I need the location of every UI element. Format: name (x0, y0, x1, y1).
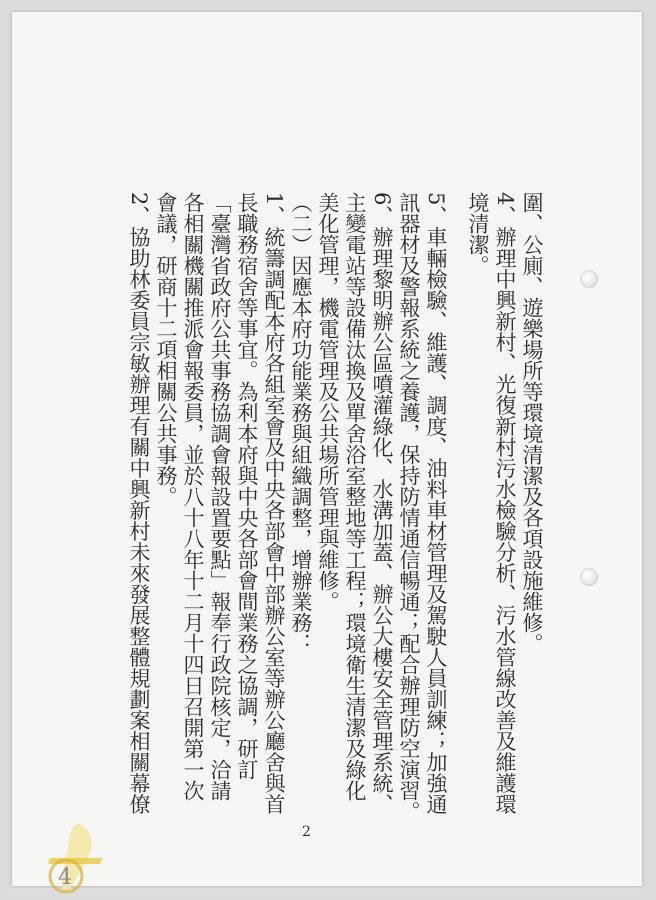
vertical-text-body (52, 192, 542, 832)
page-number: 2 (302, 824, 311, 840)
text-column-13: 「臺灣省政府公共事務協調會報設置要點」報奉行政院核定，洽請 (208, 192, 232, 801)
logo-number: 4 (58, 865, 72, 890)
text-column-7: 6、辦理黎明辦公區噴灌綠化、水溝加蓋、辦公大樓安全管理系統、 (370, 192, 394, 815)
text-column-5: 5、車輛檢驗、維護、調度、油料車材管理及駕駛人員訓練；加強通 (424, 192, 448, 815)
punch-hole-bottom (580, 568, 598, 586)
text-column-3: 境清潔。 (466, 192, 490, 276)
text-column-12: 長職務宿舍等事宜。為利本府與中央各部會間業務之協調，研訂 (235, 192, 259, 780)
text-column-11: 1、統籌調配本府各組室會及中央各部會中部辦公室等辦公廳舍與首 (262, 192, 286, 815)
text-column-15: 會議，研商十二項相關公共事務。 (154, 192, 178, 507)
text-column-8: 主變電站等設備汰換及單舍浴室整地等工程；環境衛生清潔及綠化 (343, 192, 367, 801)
text-column-spacer (449, 192, 461, 832)
text-column-1: 圍、公廁、遊樂場所等環境清潔及各項設施維修。 (520, 192, 544, 654)
text-column-14: 各相關機關推派會報委員，並於八十八年十二月十四日召開第一次 (181, 192, 205, 801)
text-column-2: 4、辦理中興新村、光復新村污水檢驗分析、污水管線改善及維護環 (493, 192, 517, 815)
text-column-6: 訊器材及警報系統之養護，保持防情通信暢通；配合辦理防空演習。 (397, 192, 421, 822)
text-column-10: （二）因應本府功能業務與組織調整，增辦業務： (289, 192, 313, 654)
text-column-9: 美化管理，機電管理及公共場所管理與維修。 (316, 192, 340, 612)
taiwan-logo-icon (20, 818, 120, 898)
document-page (12, 12, 642, 886)
punch-hole-top (580, 270, 598, 288)
text-column-16: 2、協助林委員宗敏辦理有關中興新村未來發展整體規劃案相關幕僚 (127, 192, 151, 815)
